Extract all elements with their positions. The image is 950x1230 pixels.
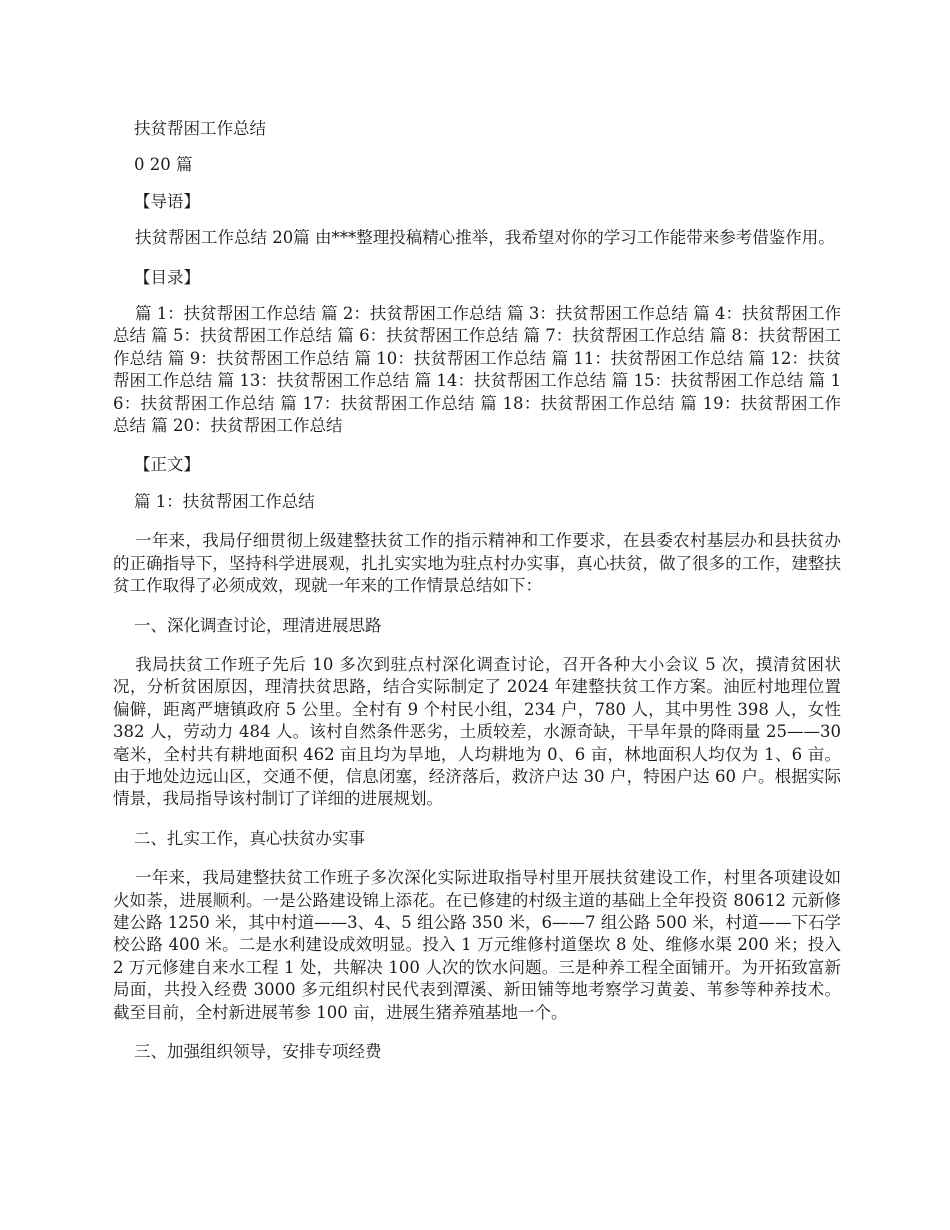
document-page bbox=[113, 118, 841, 1063]
paragraph-work: 一年来，我局建整扶贫工作班子多次深化实际进取指导村里开展扶贫建设工作，村里各项建设如火如荼，进展顺利。一是公路建设锦上添花。在已修建的村级主道的基础上全年投资 80612 元新修建公路 1250 米，其中村道——3、4、5 组公路 350 米，6——7 组公路 500 米，村道——下石学校公路 400 米。二是水利建设成效明显。投入 1 万元维修村道堡坎 8 处、维修水渠 200 米；投入 2 万元修建自来水工程 1 处，共解决 100 人次的饮水问题。三是种养工程全面铺开。为开拓致富新局面，共投入经费 3000 多元组织村民代表到潭溪、新田铺等地考察学习黄姜、苇参等种养技术。截至目前，全村新进展苇参 100 亩，进展生猪养殖基地一个。 bbox=[113, 868, 841, 1022]
body-heading: 【正文】 bbox=[134, 455, 200, 475]
section-heading-1: 一、深化调查讨论，理清进展思路 bbox=[134, 615, 382, 635]
document-title: 扶贫帮困工作总结 bbox=[134, 119, 266, 138]
article-title: 篇 1：扶贫帮困工作总结 bbox=[134, 491, 315, 511]
intro-paragraph: 扶贫帮困工作总结 20篇 由***整理投稿精心推举，我希望对你的学习工作能带来参考借鉴作用。 bbox=[135, 228, 835, 248]
paragraph-investigation: 我局扶贫工作班子先后 10 多次到驻点村深化调查讨论，召开各种大小会议 5 次，摸清贫困状况，分析贫困原因，理清扶贫思路，结合实际制定了 2024 年建整扶贫工作方案。油匠村地理位置偏僻，距离严塘镇政府 5 公里。全村有 9 个村民小组，234 户，780 人，其中男性 398 人，女性 382 人，劳动力 484 人。该村自然条件恶劣，土质较差，水源奇缺，干旱年景的降雨量 25——30 毫米，全村共有耕地面积 462 亩且均为旱地，人均耕地为 0、6 亩，林地面积人均仅为 1、6 亩。由于地处边远山区，交通不便，信息闭塞，经济落后，救济户达 30 户，特困户达 60 户。根据实际情景，我局指导该村制订了详细的进展规划。 bbox=[113, 654, 841, 809]
intro-heading: 【导语】 bbox=[134, 191, 200, 211]
paragraph-overview: 一年来，我局仔细贯彻上级建整扶贫工作的指示精神和工作要求，在县委农村基层办和县扶贫办的正确指导下，坚持科学进展观，扎扎实实地为驻点村办实事，真心扶贫，做了很多的工作，建整扶贫工作取得了必须成效，现就一年来的工作情景总结如下： bbox=[113, 531, 841, 596]
toc-heading: 【目录】 bbox=[134, 267, 200, 287]
toc-list: 篇 1：扶贫帮困工作总结 篇 2：扶贫帮困工作总结 篇 3：扶贫帮困工作总结 篇 4：扶贫帮困工作总结 篇 5：扶贫帮困工作总结 篇 6：扶贫帮困工作总结 篇 7：扶贫帮困工作总结 篇 8：扶贫帮困工作总结 篇 9：扶贫帮困工作总结 篇 10：扶贫帮困工作总结 篇 11：扶贫帮困工作总结 篇 12：扶贫帮困工作总结 篇 13：扶贫帮困工作总结 篇 14：扶贫帮困工作总结 篇 15：扶贫帮困工作总结 篇 16：扶贫帮困工作总结 篇 17：扶贫帮困工作总结 篇 18：扶贫帮困工作总结 篇 19：扶贫帮困工作总结 篇 20：扶贫帮困工作总结 bbox=[113, 304, 841, 436]
section-heading-2: 二、扎实工作，真心扶贫办实事 bbox=[134, 828, 365, 848]
section-heading-3: 三、加强组织领导，安排专项经费 bbox=[134, 1042, 382, 1061]
article-count: 0 20 篇 bbox=[134, 155, 193, 175]
